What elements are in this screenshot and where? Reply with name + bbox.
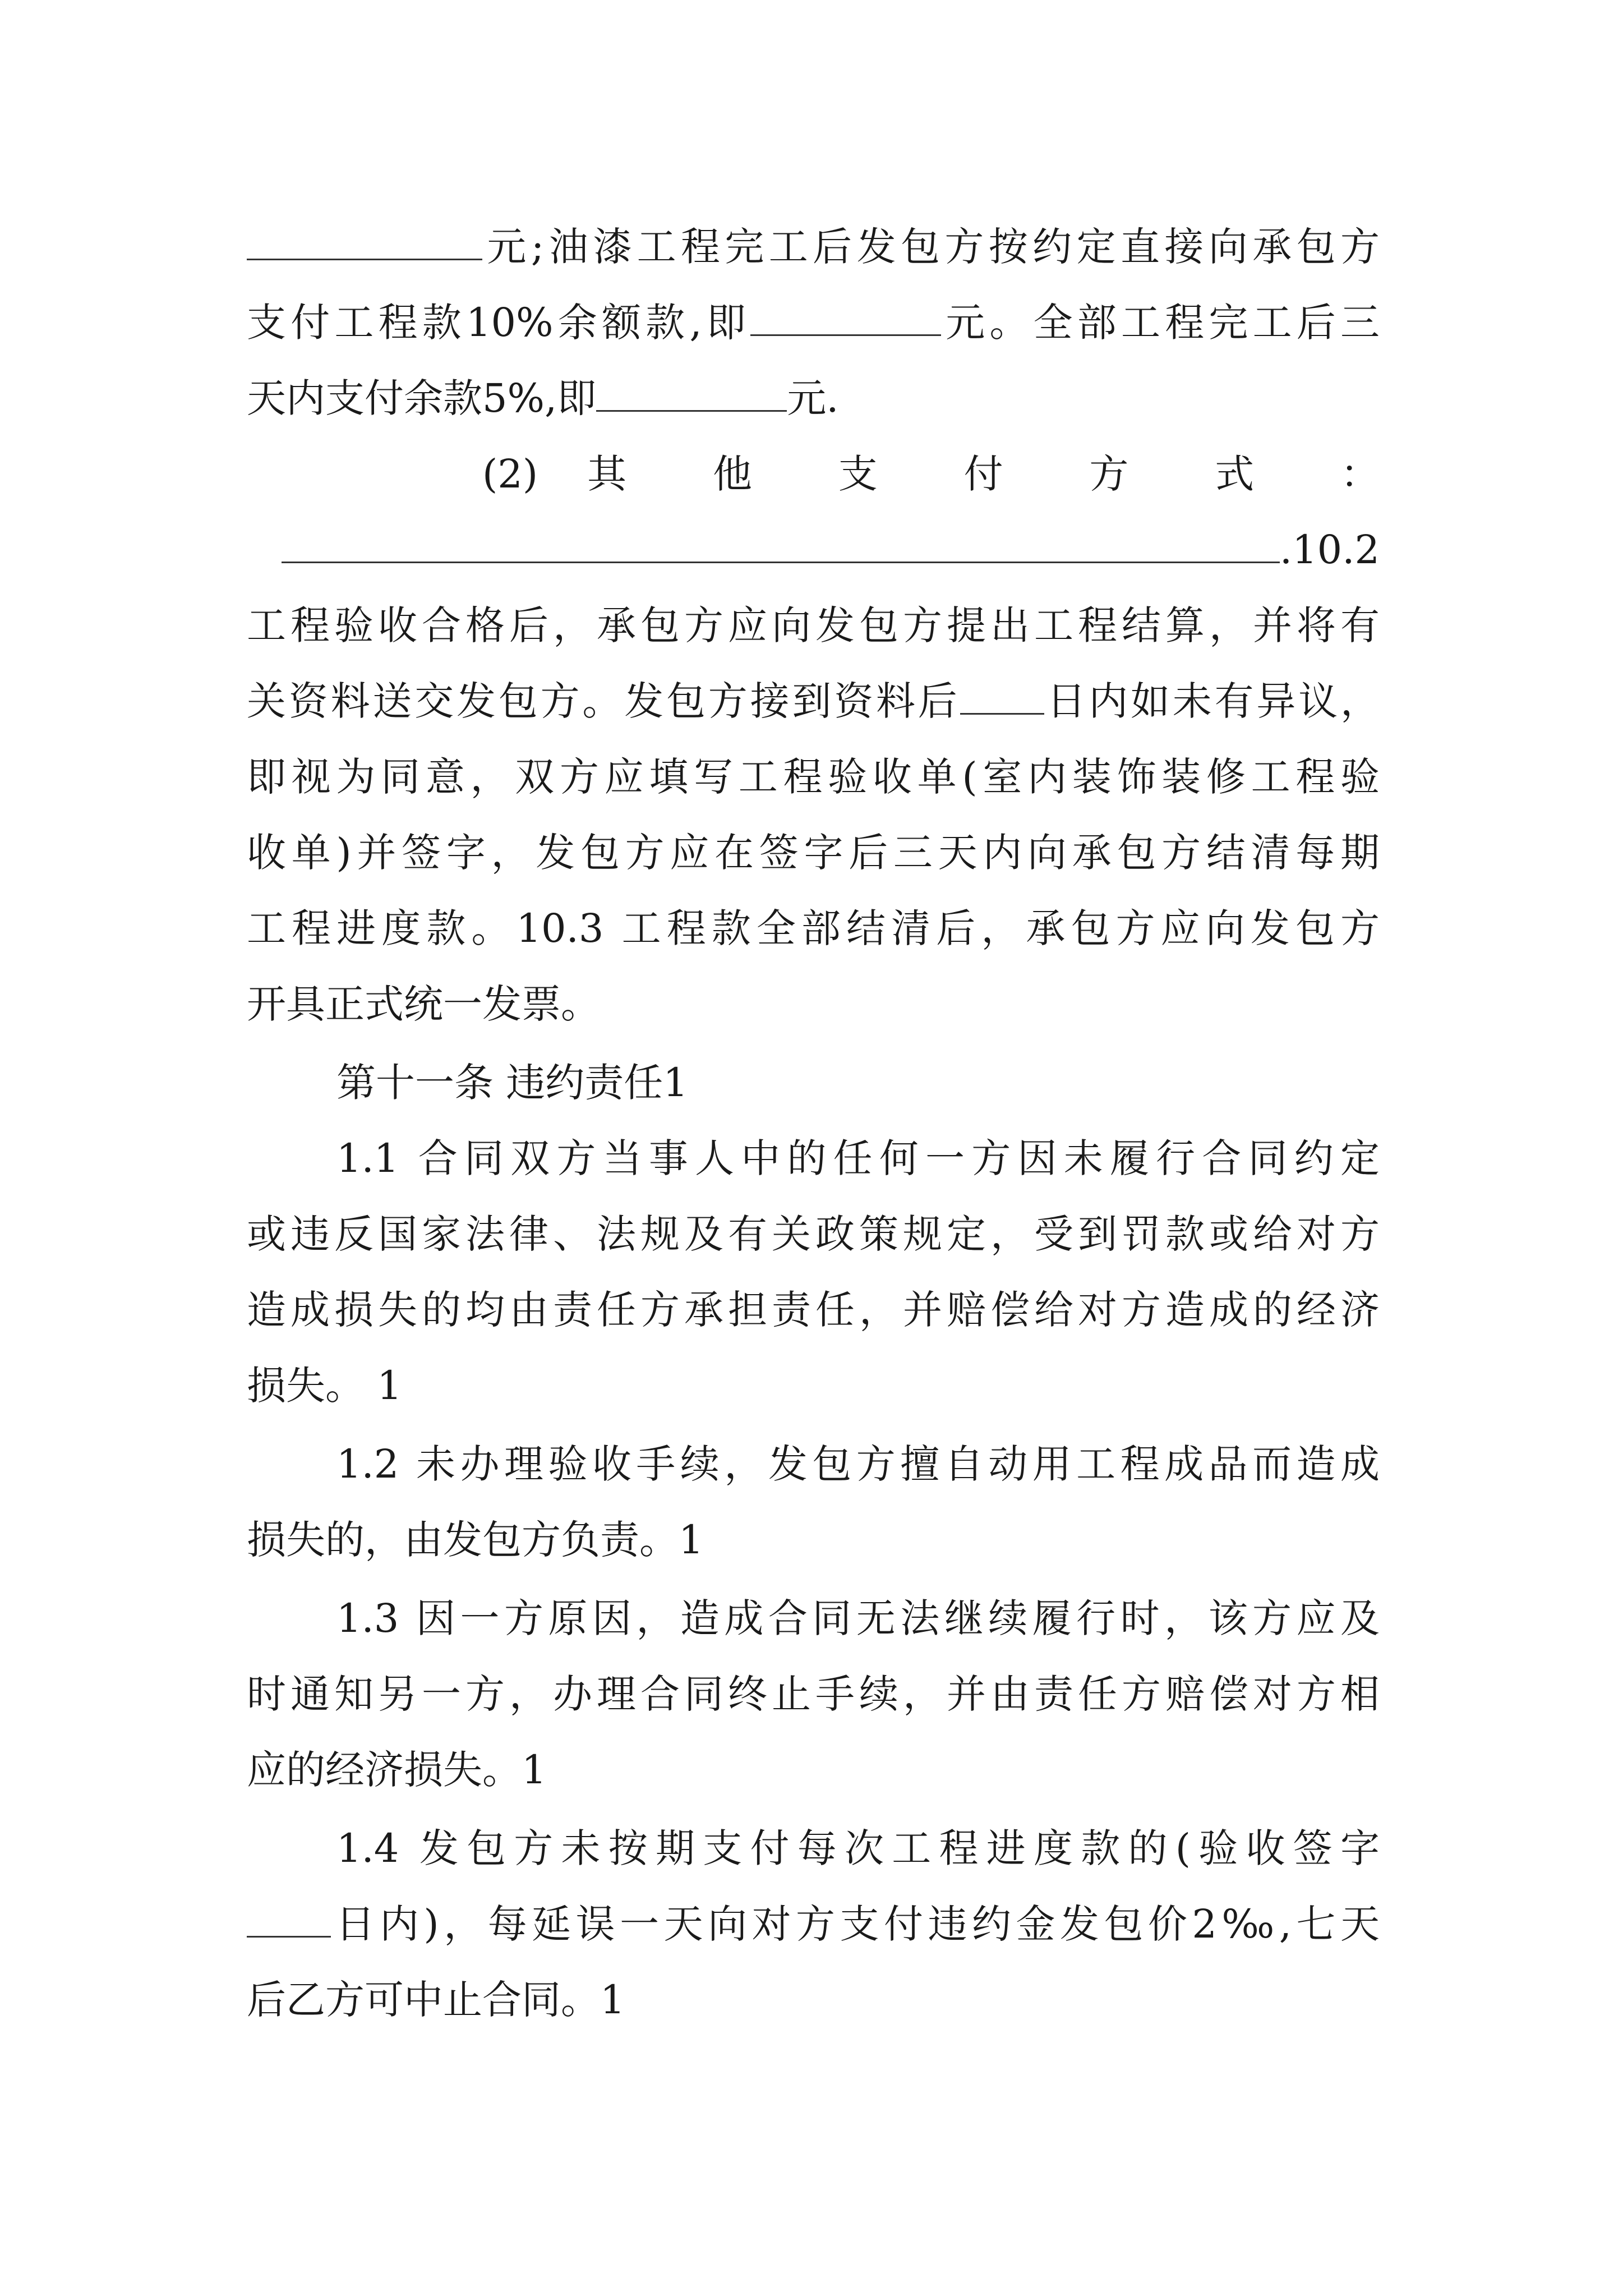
blank-field [960, 678, 1044, 715]
text-line: .10.2 [247, 516, 1380, 583]
text-line: 工程进度款。10.3 工程款全部结清后，承包方应向发包方 [247, 905, 1380, 951]
text-line: 工程验收合格后，承包方应向发包方提出工程结算，并将有 [247, 602, 1380, 648]
text-line: 开具正式统一发票。 [247, 981, 600, 1027]
text-line: 1.3 因一方原因，造成合同无法继续履行时，该方应及 [336, 1595, 1380, 1641]
text-line: 1.1 合同双方当事人中的任何一方因未履行合同约定 [336, 1135, 1380, 1181]
blank-field [247, 1901, 331, 1938]
text-line: 损失的，由发包方负责。1 [247, 1517, 704, 1563]
text-line: 元;油漆工程完工后发包方按约定直接向承包方 [247, 213, 1380, 280]
blank-field [596, 375, 787, 412]
text-line: 关资料送交发包方。发包方接到资料后 日内如未有异议， [247, 678, 1380, 724]
text-line: 或违反国家法律、法规及有关政策规定，受到罚款或给对方 [247, 1211, 1380, 1257]
text-line: 造成损失的均由责任方承担责任，并赔偿给对方造成的经济 [247, 1287, 1380, 1333]
text-line: 收单)并签字，发包方应在签字后三天内向承包方结清每期 [247, 830, 1380, 876]
text-line: 时通知另一方，办理合同终止手续，并由责任方赔偿对方相 [247, 1671, 1380, 1717]
text-line: 支付工程款10%余额款,即 元。全部工程完工后三 [247, 300, 1380, 346]
text-line: 应的经济损失。1 [247, 1747, 547, 1793]
text-line: 即视为同意，双方应填写工程验收单(室内装饰装修工程验 [247, 754, 1380, 800]
text-line: 后乙方可中止合同。1 [247, 1977, 625, 2023]
section-heading: 第十一条 违约责任1 [336, 1060, 688, 1106]
text-line: (2) 其 他 支 付 方 式 ： [482, 451, 1380, 497]
text-line: 天内支付余款5%,即 元. [247, 375, 839, 421]
blank-field [282, 527, 1280, 563]
text-line: 1.4 发包方未按期支付每次工程进度款的(验收签字 [336, 1825, 1380, 1871]
text-line: 日内)，每延误一天向对方支付违约金发包价2‰,七天 [247, 1890, 1380, 1958]
text-line: 损失。 1 [247, 1363, 402, 1409]
text-line: 1.2 未办理验收手续，发包方擅自动用工程成品而造成 [336, 1441, 1380, 1487]
blank-field [247, 224, 482, 260]
blank-field [750, 300, 941, 336]
